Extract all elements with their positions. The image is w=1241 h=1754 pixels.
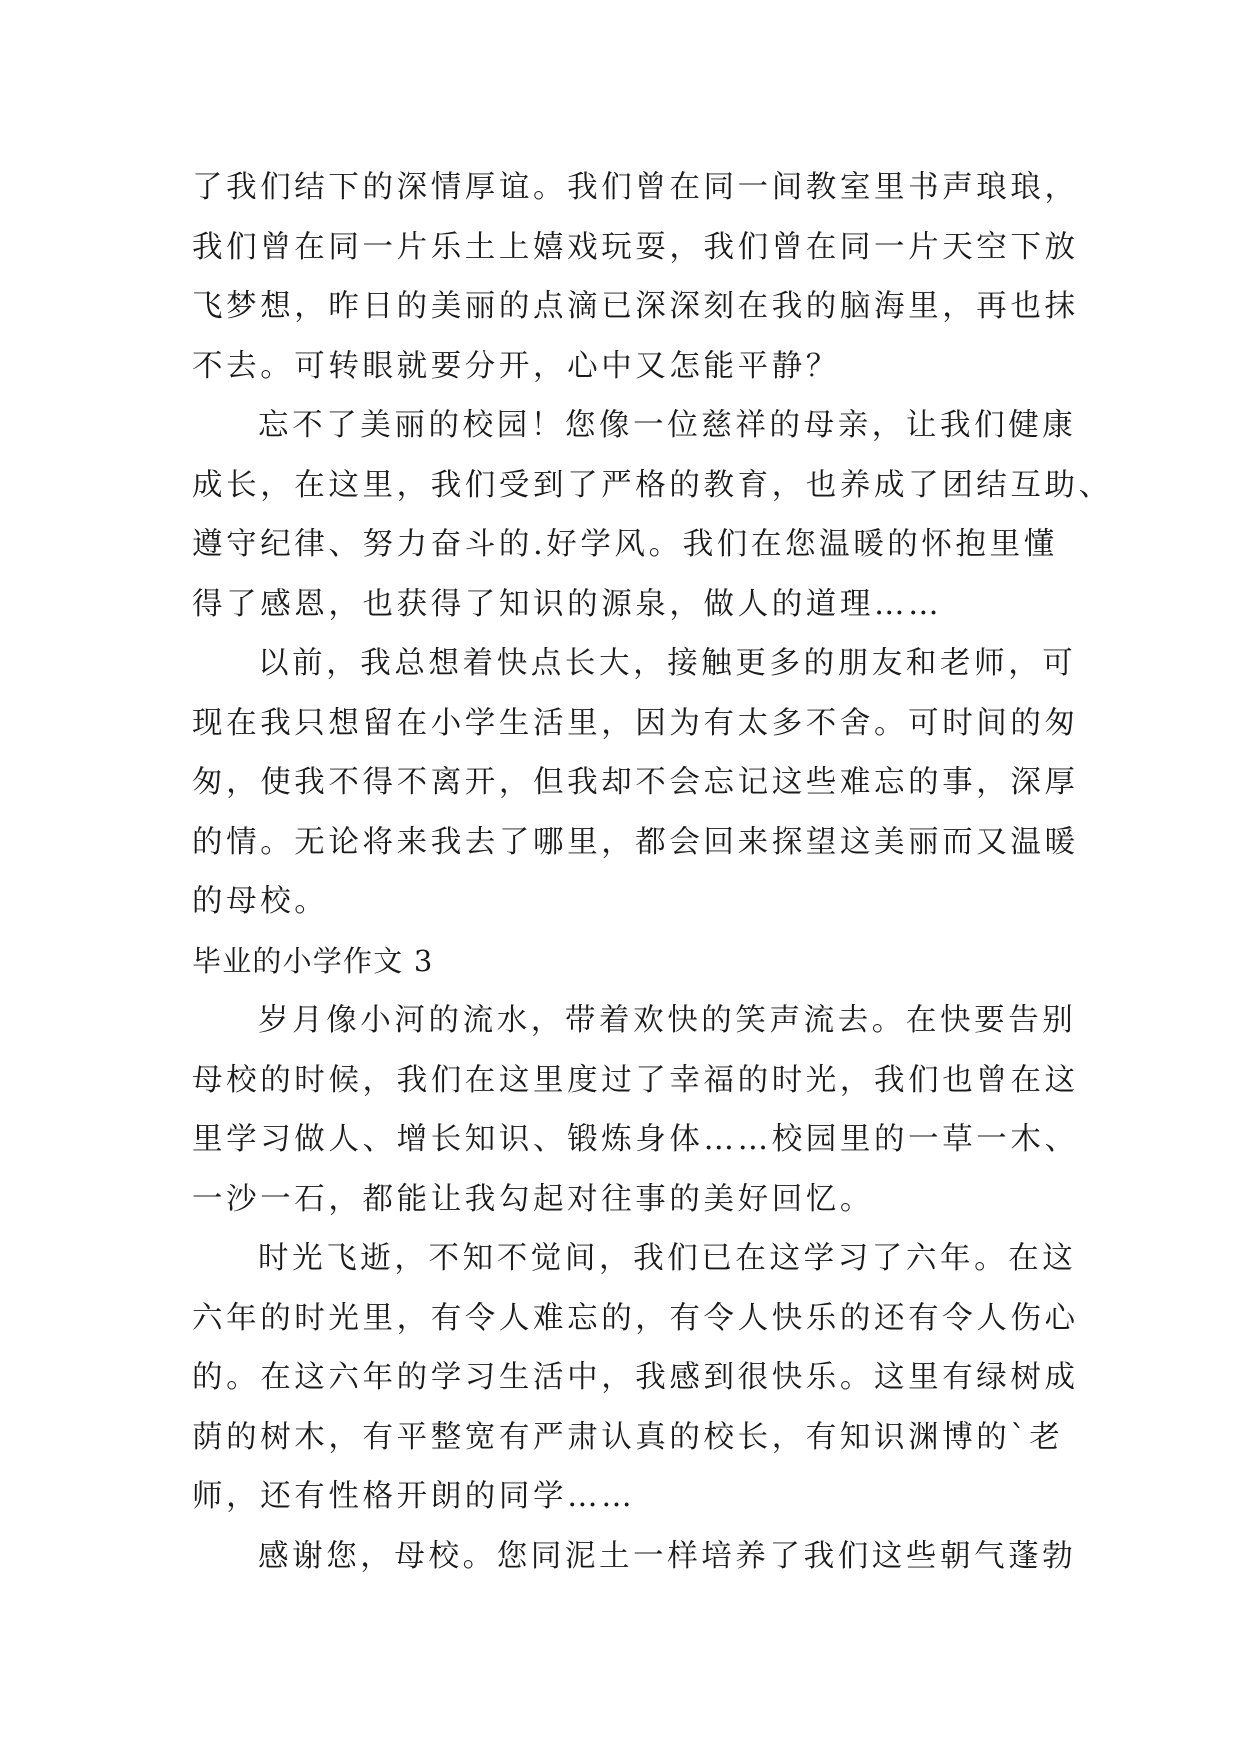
text-line: 了我们结下的深情厚谊。我们曾在同一间教室里书声琅琅， bbox=[192, 170, 1079, 205]
text-line: 遵守纪律、努力奋斗的.好学风。我们在您温暖的怀抱里懂 bbox=[192, 527, 1058, 562]
text-line: 的母校。 bbox=[192, 884, 329, 919]
paragraph-first-line: 感谢您，母校。您同泥土一样培养了我们这些朝气蓬勃 bbox=[258, 1538, 1077, 1574]
text-line: 里学习做人、增长知识、锻炼身体……校园里的一草一木、 bbox=[192, 1122, 1079, 1157]
text-line: 得了感恩，也获得了知识的源泉，做人的道理…… bbox=[192, 586, 943, 622]
text-line: 飞梦想，昨日的美丽的点滴已深深刻在我的脑海里，再也抹 bbox=[192, 289, 1079, 324]
text-line: 现在我只想留在小学生活里，因为有太多不舍。可时间的匆 bbox=[192, 705, 1079, 741]
text-line: 六年的时光里，有令人难忘的，有令人快乐的还有令人伤心 bbox=[192, 1300, 1079, 1336]
document-body bbox=[192, 158, 1113, 1586]
text-line: 荫的树木，有平整宽有严肃认真的校长，有知识渊博的`老 bbox=[192, 1419, 1064, 1455]
paragraph-first-line: 忘不了美丽的校园！您像一位慈祥的母亲，让我们健康 bbox=[258, 408, 1077, 443]
paragraph-first-line: 岁月像小河的流水，带着欢快的笑声流去。在快要告别 bbox=[258, 1003, 1077, 1038]
text-line: 母校的时候，我们在这里度过了幸福的时光，我们也曾在这 bbox=[192, 1062, 1079, 1098]
text-line: 的情。无论将来我去了哪里，都会回来探望这美丽而又温暖 bbox=[192, 824, 1079, 860]
paragraph-first-line: 时光飞逝，不知不觉间，我们已在这学习了六年。在这 bbox=[258, 1241, 1077, 1276]
paragraph-first-line: 以前，我总想着快点长大，接触更多的朋友和老师，可 bbox=[258, 646, 1077, 681]
section-heading: 毕业的小学作文 3 bbox=[192, 943, 434, 978]
text-line: 我们曾在同一片乐土上嬉戏玩耍，我们曾在同一片天空下放 bbox=[192, 229, 1079, 265]
text-line: 一沙一石，都能让我勾起对往事的美好回忆。 bbox=[192, 1181, 874, 1217]
text-line: 成长，在这里，我们受到了严格的教育，也养成了团结互助、 bbox=[192, 467, 1113, 503]
text-line: 师，还有性格开朗的同学…… bbox=[192, 1479, 636, 1514]
text-line: 的。在这六年的学习生活中，我感到很快乐。这里有绿树成 bbox=[192, 1360, 1079, 1395]
text-line: 不去。可转眼就要分开，心中又怎能平静？ bbox=[192, 348, 840, 384]
text-line: 匆，使我不得不离开，但我却不会忘记这些难忘的事，深厚 bbox=[192, 765, 1079, 800]
